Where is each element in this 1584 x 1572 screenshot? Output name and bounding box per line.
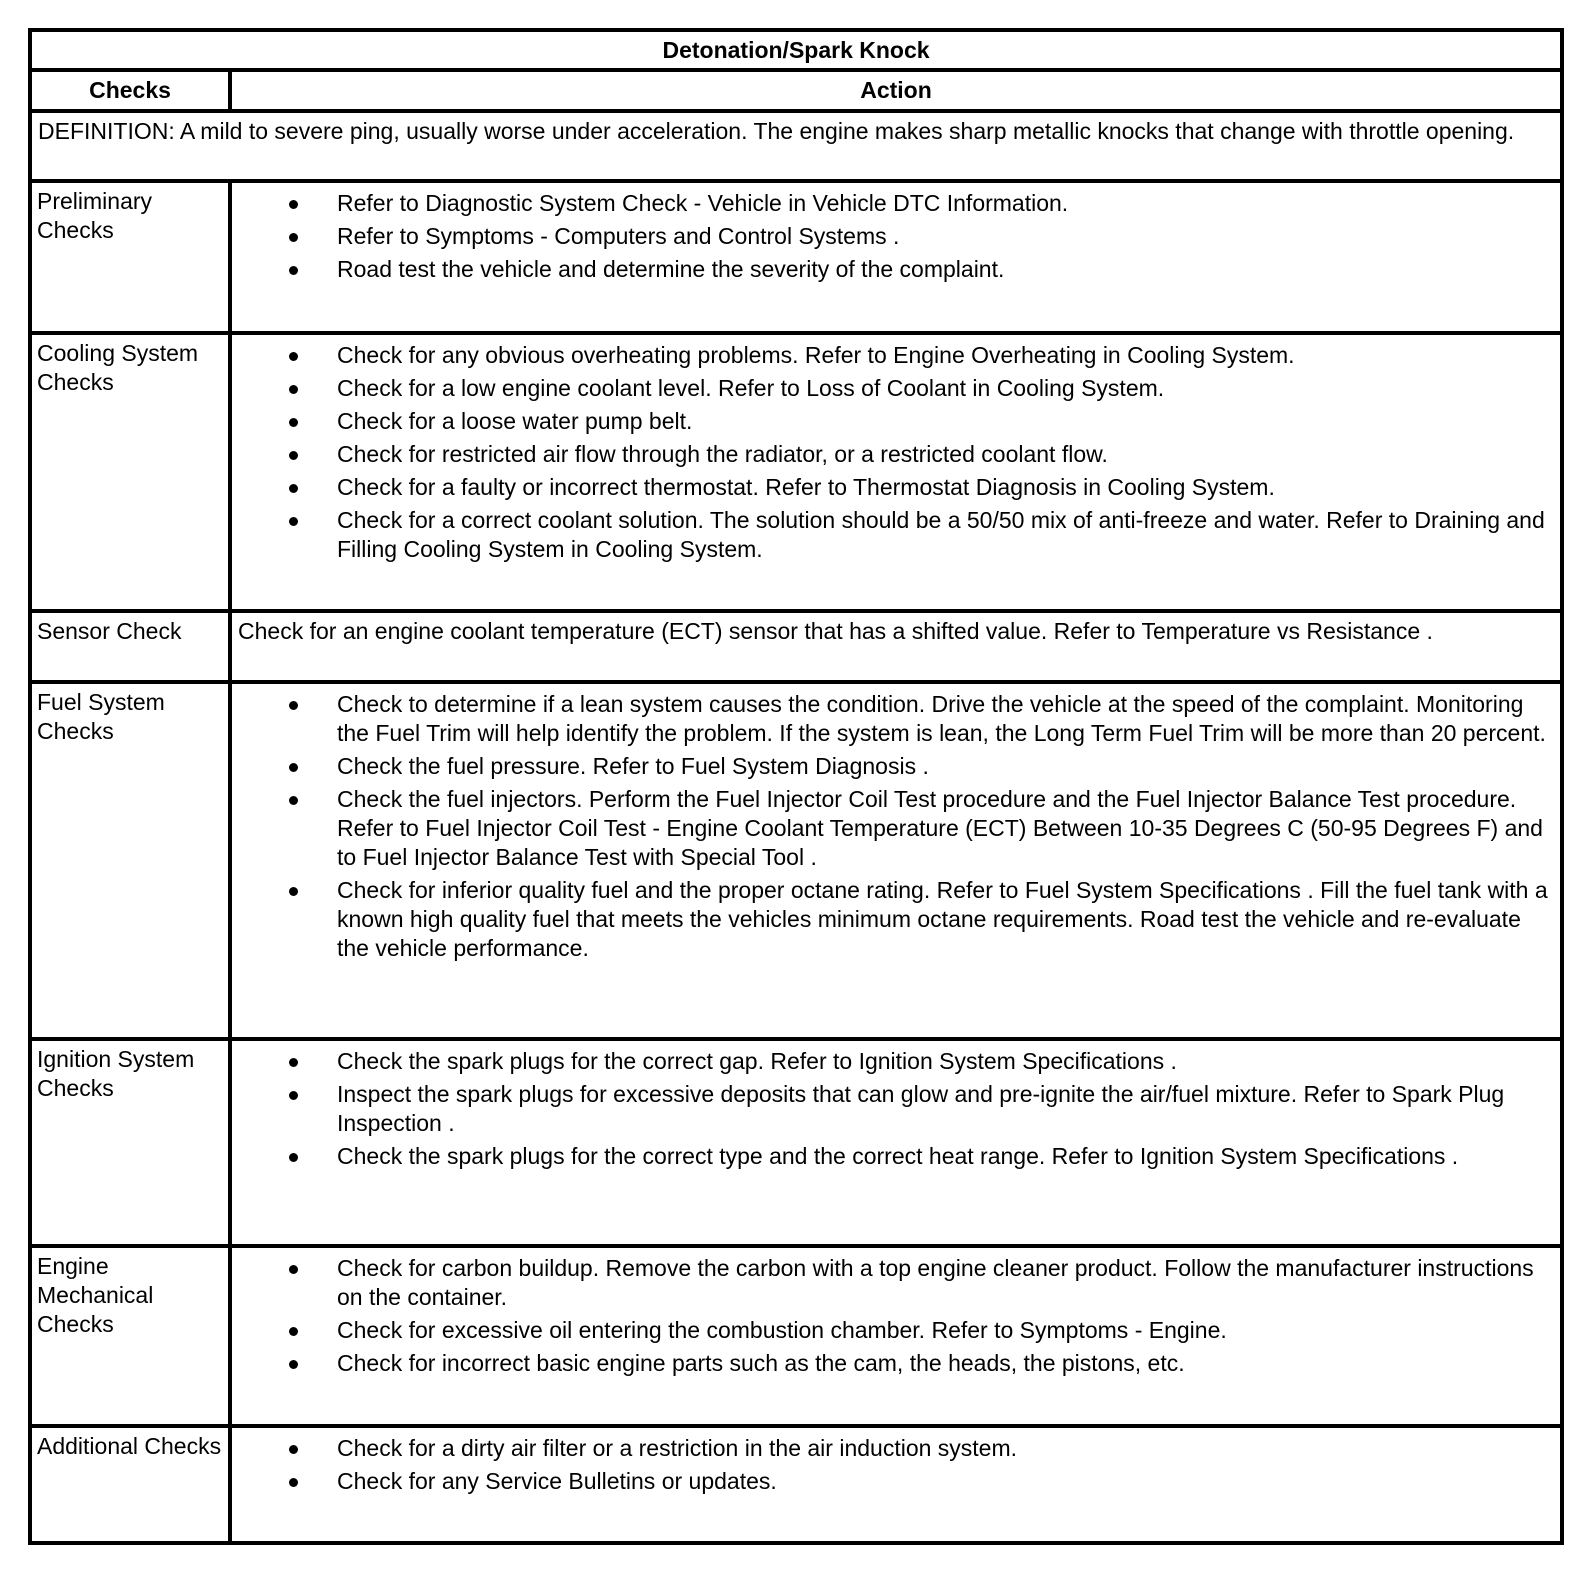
- table-row: [30, 333, 1562, 611]
- action-header: Action: [230, 70, 1562, 110]
- list-item: Check for a faulty or incorrect thermostat. Refer to Thermostat Diagnosis in Cooling System.: [238, 473, 1550, 502]
- checks-header: Checks: [30, 70, 230, 110]
- table-row: [30, 1039, 1562, 1247]
- list-item: Inspect the spark plugs for excessive deposits that can glow and pre-ignite the air/fuel mixture. Refer to Spark Plug Inspection .: [238, 1080, 1550, 1138]
- action-list: [238, 1434, 1550, 1496]
- title-row: [30, 30, 1562, 70]
- row-label-preliminary: Preliminary Checks: [30, 181, 230, 332]
- row-label-cooling: Cooling System Checks: [30, 333, 230, 611]
- table-row: [30, 682, 1562, 1039]
- table-title: Detonation/Spark Knock: [30, 30, 1562, 70]
- table-row: [30, 181, 1562, 332]
- list-item: Check for a correct coolant solution. The solution should be a 50/50 mix of anti-freeze and water. Refer to Draining and Filling Cooling System in Cooling System.: [238, 506, 1550, 564]
- header-row: [30, 70, 1562, 110]
- list-item: Check the spark plugs for the correct gap. Refer to Ignition System Specifications .: [238, 1047, 1550, 1076]
- row-action-engine-mechanical: [230, 1246, 1562, 1426]
- row-action-additional: [230, 1426, 1562, 1543]
- row-action-ignition: [230, 1039, 1562, 1247]
- list-item: Check for incorrect basic engine parts such as the cam, the heads, the pistons, etc.: [238, 1349, 1550, 1378]
- list-item: Check for inferior quality fuel and the proper octane rating. Refer to Fuel System Specifications . Fill the fuel tank with a known high quality fuel that meets the vehicles minimum octane requirements. Road test the vehicle and re-evaluate the vehicle performance.: [238, 876, 1550, 963]
- row-label-ignition: Ignition System Checks: [30, 1039, 230, 1247]
- row-label-fuel: Fuel System Checks: [30, 682, 230, 1039]
- row-label-engine-mechanical: Engine Mechanical Checks: [30, 1246, 230, 1426]
- definition-text: DEFINITION: A mild to severe ping, usually worse under acceleration. The engine makes sharp metallic knocks that change with throttle opening.: [30, 111, 1562, 182]
- list-item: Check for excessive oil entering the combustion chamber. Refer to Symptoms - Engine.: [238, 1316, 1550, 1345]
- table-row: [30, 1246, 1562, 1426]
- list-item: Check for restricted air flow through the radiator, or a restricted coolant flow.: [238, 440, 1550, 469]
- list-item: Check for a low engine coolant level. Refer to Loss of Coolant in Cooling System.: [238, 374, 1550, 403]
- list-item: Refer to Diagnostic System Check - Vehicle in Vehicle DTC Information.: [238, 189, 1550, 218]
- list-item: Check for a loose water pump belt.: [238, 407, 1550, 436]
- action-list: [238, 1047, 1550, 1171]
- definition-row: [30, 111, 1562, 182]
- table-row: [30, 611, 1562, 682]
- list-item: Check to determine if a lean system causes the condition. Drive the vehicle at the speed of the complaint. Monitoring the Fuel Trim will help identify the problem. If the system is lean, the Long Term Fuel Trim will be more than 20 percent.: [238, 690, 1550, 748]
- list-item: Check for any Service Bulletins or updates.: [238, 1467, 1550, 1496]
- list-item: Check the spark plugs for the correct type and the correct heat range. Refer to Ignition System Specifications .: [238, 1142, 1550, 1171]
- row-label-additional: Additional Checks: [30, 1426, 230, 1543]
- list-item: Check for carbon buildup. Remove the carbon with a top engine cleaner product. Follow the manufacturer instructions on the container.: [238, 1254, 1550, 1312]
- list-item: Refer to Symptoms - Computers and Control Systems .: [238, 222, 1550, 251]
- row-action-preliminary: [230, 181, 1562, 332]
- list-item: Check the fuel pressure. Refer to Fuel System Diagnosis .: [238, 752, 1550, 781]
- list-item: Road test the vehicle and determine the severity of the complaint.: [238, 255, 1550, 284]
- list-item: Check the fuel injectors. Perform the Fuel Injector Coil Test procedure and the Fuel Injector Balance Test procedure. Refer to Fuel Injector Coil Test - Engine Coolant Temperature (ECT) Between 10-35 Degrees C (50-95 Degrees F) and to Fuel Injector Balance Test with Special Tool .: [238, 785, 1550, 872]
- row-action-fuel: [230, 682, 1562, 1039]
- list-item: Check for any obvious overheating problems. Refer to Engine Overheating in Cooling System.: [238, 341, 1550, 370]
- action-list: [238, 1254, 1550, 1378]
- row-action-sensor: Check for an engine coolant temperature (ECT) sensor that has a shifted value. Refer to Temperature vs Resistance .: [230, 611, 1562, 682]
- row-action-cooling: [230, 333, 1562, 611]
- action-list: [238, 341, 1550, 564]
- row-label-sensor: Sensor Check: [30, 611, 230, 682]
- list-item: Check for a dirty air filter or a restriction in the air induction system.: [238, 1434, 1550, 1463]
- table-row: [30, 1426, 1562, 1543]
- diagnostic-table: [28, 28, 1564, 1545]
- action-list: [238, 690, 1550, 963]
- action-list: [238, 189, 1550, 284]
